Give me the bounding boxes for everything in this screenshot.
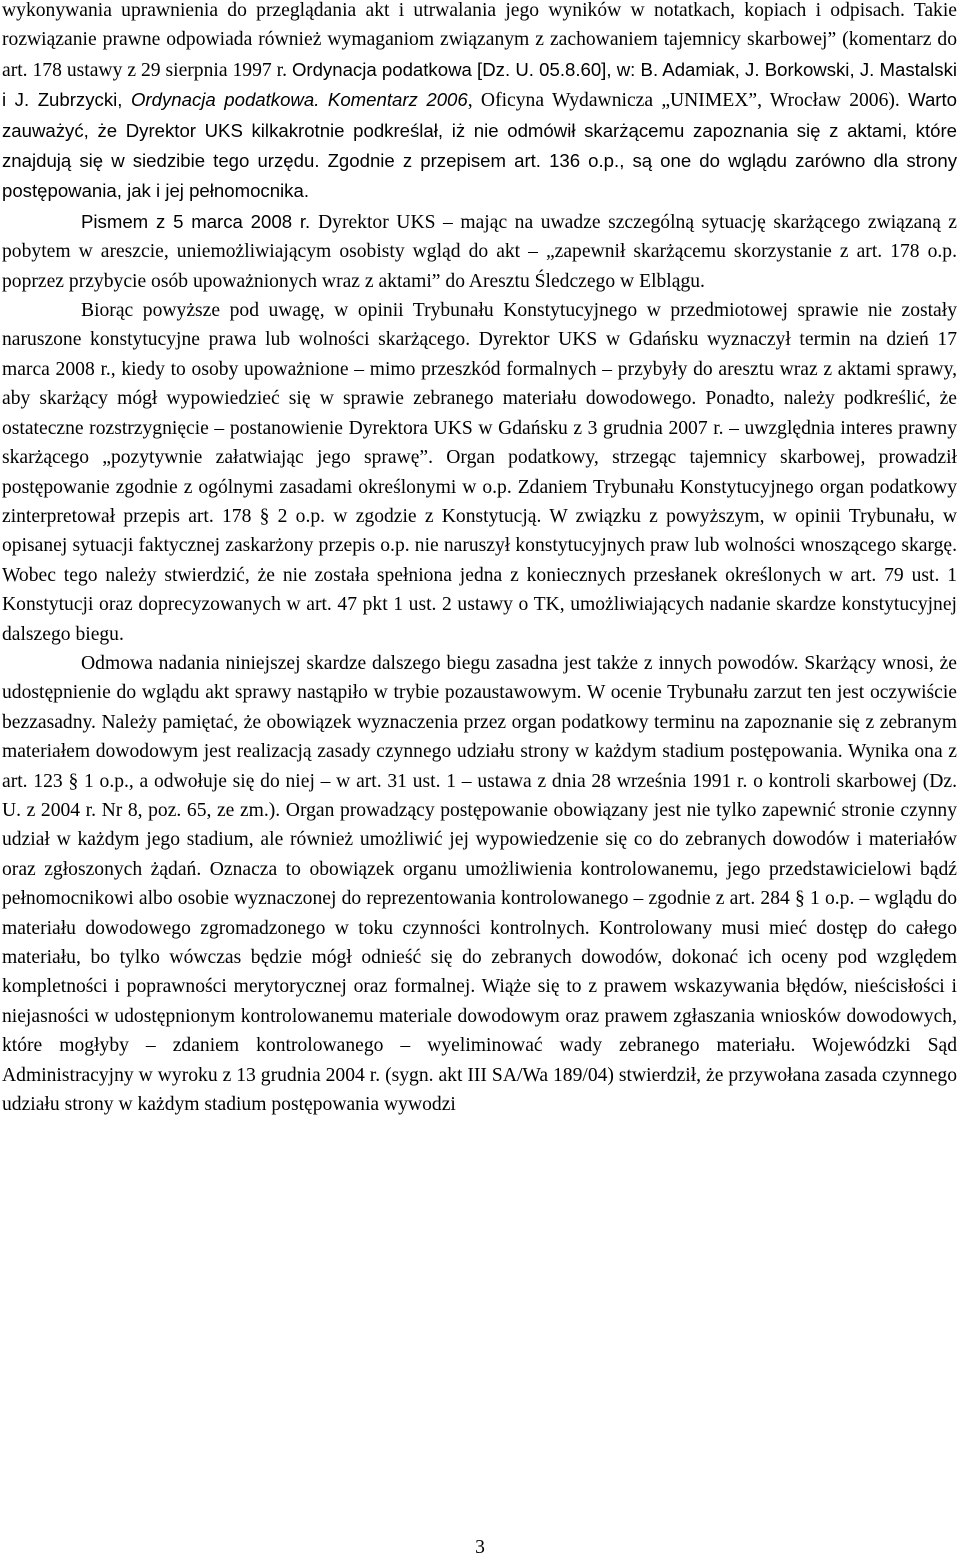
text-run: Warto zauważyć, że Dyrektor UKS kilkakrotnie podkreślał, iż nie odmówił skarżącemu zapoznania się z aktami, które znajdują się w siedzibie tego urzędu. Zgodnie z przepisem art. 136 o.p., są one do wglądu zarówno dla strony postępowania, jak i jej pełnomocnika. — [2, 89, 957, 202]
paragraph-3 — [2, 296, 957, 649]
text-run: , Oficyna Wydawnicza „UNIMEX”, Wrocław 2006). — [467, 90, 909, 112]
text-run: Biorąc powyższe pod uwagę, w opinii Trybunału Konstytucyjnego w przedmiotowej sprawie nie zostały naruszone konstytucyjne prawa lub wolności skarżącego. Dyrektor UKS w Gdańsku wyznaczył termin na dzień 17 marca 2008 r., kiedy to osoby upoważnione – mimo przeszkód formalnych – przybyły do aresztu wraz z aktami sprawy, aby skarżący mógł wypowiedzieć się w sprawie zebranego materiału dowodowego. Ponadto, należy podkreślić, że ostateczne rozstrzygnięcie – postanowienie Dyrektora UKS w Gdańsku z 3 grudnia 2007 r. – uwzględnia interes prawny skarżącego „pozytywnie załatwiając jego sprawę”. Organ podatkowy, strzegąc tajemnicy skarbowej, prowadził postępowanie zgodnie z ogólnymi zasadami określonymi w o.p. Zdaniem Trybunału Konstytucyjnego organ podatkowy zinterpretował przepis art. 178 § 2 o.p. w zgodzie z Konstytucją. W związku z powyższym, w opinii Trybunału, w opisanej sytuacji faktycznej zaskarżony przepis o.p. nie naruszył konstytucyjnych praw lub wolności wnoszącego skargę. Wobec tego należy stwierdzić, że nie została spełniona jedna z koniecznych przesłanek określonych w art. 79 ust. 1 Konstytucji oraz doprecyzowanych w art. 47 pkt 1 ust. 2 ustawy o TK, umożliwiających nadanie skardze konstytucyjnej dalszego biegu. — [2, 300, 957, 645]
paragraph-1 — [2, 0, 957, 207]
text-run: Odmowa nadania niniejszej skardze dalszego biegu zasadna jest także z innych powodów. Skarżący wnosi, że udostępnienie do wglądu akt sprawy nastąpiło w trybie pozaustawowym. W ocenie Trybunału zarzut ten jest oczywiście bezzasadny. Należy pamiętać, że obowiązek wyznaczenia przez organ podatkowy terminu na zapoznanie się z zebranym materiałem dowodowym jest realizacją zasady czynnego udziału strony w każdym stadium postępowania. Wynika ona z art. 123 § 1 o.p., a odwołuje się do niej – w art. 31 ust. 1 – ustawa z dnia 28 września 1991 r. o kontroli skarbowej (Dz. U. z 2004 r. Nr 8, poz. 65, ze zm.). Organ prowadzący postępowanie obowiązany jest nie tylko zapewnić stronie czynny udział w każdym jego stadium, ale również umożliwić jej wypowiedzenie się co do zebranych dowodów i materiałów oraz zgłoszonych żądań. Oznacza to obowiązek organu umożliwienia kontrolowanemu, jego przedstawicielowi bądź pełnomocnikowi albo osobie wyznaczonej do reprezentowania kontrolowanego – zgodnie z art. 284 § 1 o.p. – wglądu do materiału dowodowego zgromadzonego w toku czynności kontrolnych. Kontrolowany musi mieć dostęp do całego materiału, bo tylko wówczas będzie mógł odnieść się do zebranych dowodów, dokonać ich oceny pod względem kompletności i poprawności merytorycznej oraz formalnej. Wiąże się to z prawem wskazywania błędów, nieścisłości i niejasności w udostępnionym kontrolowanemu materiale dowodowym oraz prawem zgłaszania wniosków dowodowych, które mogłyby – zdaniem kontrolowanego – wyeliminować wady zebranego materiału. Wojewódzki Sąd Administracyjny w wyroku z 13 grudnia 2004 r. (sygn. akt III SA/Wa 189/04) stwierdził, że przywołana zasada czynnego udziału strony w każdym stadium postępowania wywodzi — [2, 652, 957, 1116]
text-run: Ordynacja podatkowa [Dz. U. 05.8.60], w: B. Adamiak, J. Borkowski, J. Mastalski i J. Zubrzycki, — [2, 58, 957, 111]
text-run: Pismem z 5 marca 2008 r. — [81, 210, 319, 232]
paragraph-2 — [2, 207, 957, 296]
text-run: wykonywania uprawnienia do przeglądania akt i utrwalania jego wyników w notatkach, kopiach i odpisach. Takie rozwiązanie prawne odpowiada również wymaganiom związanym z zachowaniem tajemnicy skarbowej” (komentarz do art. 178 ustawy z 29 sierpnia 1997 r. — [2, 0, 957, 81]
page-number: 3 — [475, 1537, 485, 1558]
citation-title: Ordynacja podatkowa. Komentarz 2006 — [130, 89, 468, 111]
text-run: Dyrektor UKS – mając na uwadze szczególną sytuację skarżącego związaną z pobytem w areszcie, uniemożliwiającym osobisty wgląd do akt – „zapewnił skarżącemu skorzystanie z art. 178 o.p. poprzez przybycie osób upoważnionych wraz z aktami” do Aresztu Śledczego w Elblągu. — [2, 211, 958, 292]
paragraph-4 — [2, 649, 957, 1120]
body-text — [2, 0, 957, 1119]
